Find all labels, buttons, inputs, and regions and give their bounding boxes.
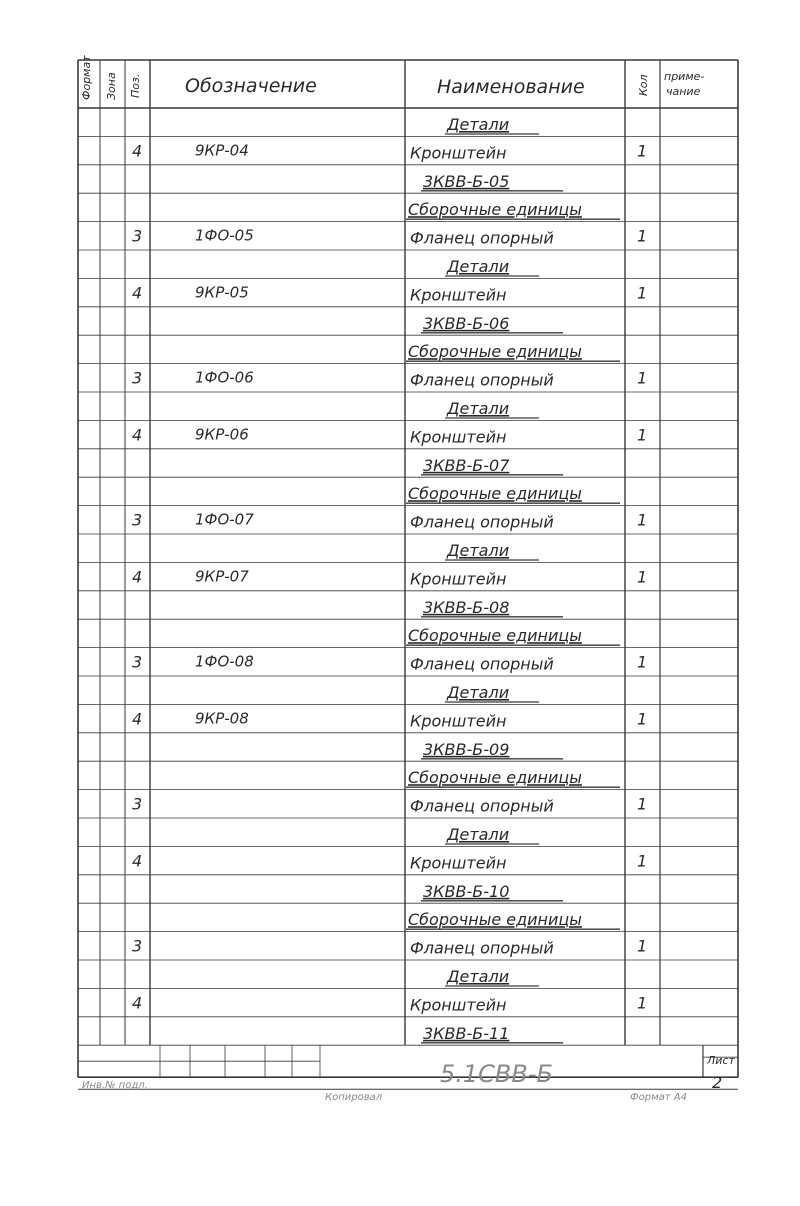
doc-code: 5.1СВВ-Б [440,1060,553,1088]
quantity: 1 [637,851,648,871]
quantity: 1 [637,283,648,303]
position-number: 3 [132,226,143,246]
designation: 9КР-08 [195,709,249,728]
position-number: 4 [132,851,143,871]
position-number: 4 [132,425,143,445]
quantity: 1 [637,368,648,388]
table-header [80,55,704,100]
position-number: 3 [132,368,143,388]
item-name: Фланец опорный [410,796,554,816]
assembly-code: 3КВВ-Б-11 [423,1023,510,1043]
section-title: Детали [447,683,510,702]
designation: 1ФО-08 [195,652,254,671]
quantity: 1 [637,567,648,587]
position-number: 3 [132,510,143,530]
quantity: 1 [637,226,648,246]
quantity: 1 [637,425,648,445]
designation: 9КР-05 [195,283,249,302]
header-pos: Поз. [129,73,142,98]
position-number: 4 [132,993,143,1013]
item-name: Кронштейн [410,853,507,873]
designation: 1ФО-06 [195,368,254,387]
position-number: 3 [132,794,143,814]
designation: 9КР-06 [195,425,249,444]
header-note-line2: чание [666,85,701,98]
designation: 1ФО-07 [195,510,254,529]
sheet-label: Лист [707,1054,735,1067]
section-title: Детали [447,967,510,986]
item-name: Кронштейн [410,285,507,305]
item-name: Фланец опорный [410,938,554,958]
item-name: Фланец опорный [410,654,554,674]
item-name: Фланец опорный [410,228,554,248]
section-title: Сборочные единицы [408,910,582,930]
section-title: Сборочные единицы [408,484,582,504]
position-number: 4 [132,709,143,729]
assembly-code: 3КВВ-Б-07 [423,455,510,475]
quantity: 1 [637,652,648,672]
table-body [132,115,647,1043]
header-note-line1: приме- [664,70,705,83]
position-number: 4 [132,141,143,161]
header-name: Наименование [437,76,585,98]
item-name: Кронштейн [410,995,507,1015]
footer-right: Формат А4 [630,1092,687,1103]
position-number: 4 [132,567,143,587]
header-format: Формат [80,55,93,100]
assembly-code: 3КВВ-Б-08 [423,597,510,617]
section-title: Детали [447,825,510,844]
position-number: 3 [132,936,143,956]
section-title: Сборочные единицы [408,342,582,362]
sheet-number: 2 [712,1073,723,1092]
position-number: 4 [132,283,143,303]
designation: 1ФО-05 [195,226,254,245]
quantity: 1 [637,936,648,956]
quantity: 1 [637,141,648,161]
section-title: Детали [447,115,510,134]
footer-left: Инв.№ подл. [82,1080,148,1091]
item-name: Кронштейн [410,143,507,163]
section-title: Детали [447,541,510,560]
assembly-code: 3КВВ-Б-09 [423,739,510,759]
designation: 9КР-07 [195,567,249,586]
section-title: Детали [447,257,510,276]
assembly-code: 3КВВ-Б-05 [423,171,510,191]
position-number: 3 [132,652,143,672]
item-name: Кронштейн [410,427,507,447]
quantity: 1 [637,993,648,1013]
header-designation: Обозначение [185,75,317,97]
designation: 9КР-04 [195,141,249,160]
section-title: Сборочные единицы [408,200,582,220]
section-title: Сборочные единицы [408,626,582,646]
item-name: Фланец опорный [410,512,554,532]
footer-center: Копировал [325,1092,383,1103]
quantity: 1 [637,709,648,729]
section-title: Детали [447,399,510,418]
header-qty: Кол [637,74,650,96]
section-title: Сборочные единицы [408,768,582,788]
assembly-code: 3КВВ-Б-06 [423,313,510,333]
item-name: Фланец опорный [410,370,554,390]
item-name: Кронштейн [410,569,507,589]
assembly-code: 3КВВ-Б-10 [423,881,510,901]
quantity: 1 [637,510,648,530]
quantity: 1 [637,794,648,814]
item-name: Кронштейн [410,711,507,731]
header-zone: Зона [105,72,118,100]
